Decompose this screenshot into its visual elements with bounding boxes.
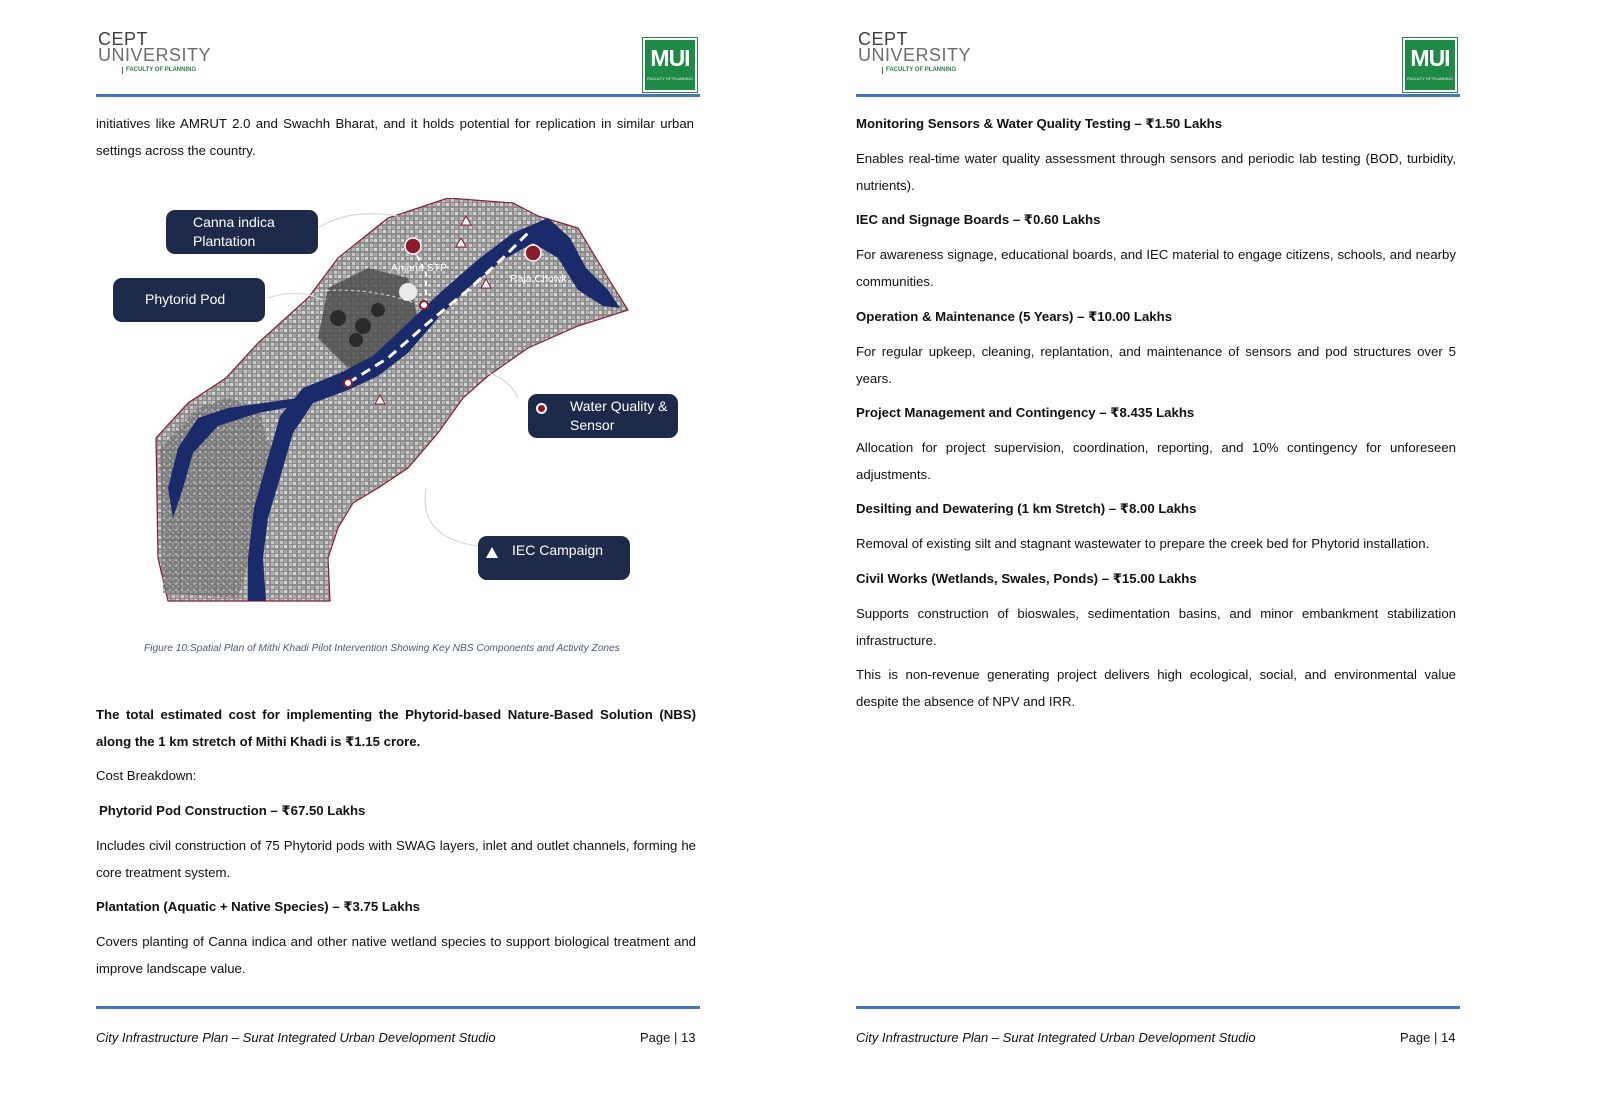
logo-cept-line1: CEPT <box>858 29 909 49</box>
callout-canna-indica <box>166 210 318 254</box>
footer-page-number: Page | 13 <box>640 1030 696 1045</box>
cost-breakdown-label: Cost Breakdown: <box>96 768 197 783</box>
item-phytorid-desc: Includes civil construction of 75 Phytorid pods with SWAG layers, inlet and outlet channels, forming he core treatment system. <box>96 838 696 880</box>
left-page <box>0 0 760 1119</box>
sensor-marker-2 <box>344 379 352 387</box>
mui-logo <box>1403 38 1457 92</box>
total-cost-paragraph: The total estimated cost for implementing the Phytorid-based Nature-Based Solution (NBS) along the 1 km stretch of Mithi Khadi is ₹1.15 crore. <box>96 707 696 749</box>
logo-mui-subtext: FACULTY OF PLANNING <box>1407 76 1453 81</box>
logo-mui-text: MUI <box>1410 45 1450 71</box>
logo-mui-subtext: FACULTY OF PLANNING <box>647 76 693 81</box>
logo-cept-line2: UNIVERSITY <box>98 45 212 65</box>
item-civil-desc: Supports construction of bioswales, sedimentation basins, and minor embankment stabilization infrastructure. <box>856 606 1456 648</box>
sensor-legend-icon <box>536 403 547 414</box>
callout-phytorid-pod <box>113 278 265 322</box>
item-om-title: Operation & Maintenance (5 Years) – ₹10.00 Lakhs <box>856 309 1173 324</box>
sensor-marker-1 <box>420 301 428 309</box>
item-desilting-desc: Removal of existing silt and stagnant wastewater to prepare the creek bed for Phytorid installation. <box>856 536 1430 551</box>
item-om-desc: For regular upkeep, cleaning, replantation, and maintenance of sensors and pod structures over 5 years. <box>856 344 1456 386</box>
item-sensors-title: Monitoring Sensors & Water Quality Testing – ₹1.50 Lakhs <box>856 116 1223 131</box>
cept-university-logo <box>98 30 211 74</box>
footer-page-number: Page | 14 <box>1400 1030 1456 1045</box>
callout-canna-label: Canna indica Plantation <box>193 214 275 249</box>
item-iec-title: IEC and Signage Boards – ₹0.60 Lakhs <box>856 212 1101 227</box>
footer-rule <box>856 1006 1460 1009</box>
header-rule <box>856 94 1460 97</box>
callout-iec-label: IEC Campaign <box>512 542 604 558</box>
callout-water-quality <box>528 394 678 438</box>
intro-paragraph: initiatives like AMRUT 2.0 and Swachh Bharat, and it holds potential for replication in similar urban settings across the country. <box>96 116 694 158</box>
callout-phytorid-label: Phytorid Pod <box>145 291 226 307</box>
logo-cept-line3: FACULTY OF PLANNING <box>882 67 971 74</box>
logo-cept-line3: FACULTY OF PLANNING <box>122 67 211 74</box>
raja-chowk-label: Raja Chowk <box>510 273 567 285</box>
iec-legend-icon <box>486 547 498 558</box>
item-desilting-title: Desilting and Dewatering (1 km Stretch) – ₹8.00 Lakhs <box>856 501 1197 516</box>
logo-mui-text: MUI <box>650 45 690 71</box>
footer-title: City Infrastructure Plan – Surat Integrated Urban Development Studio <box>856 1030 1256 1045</box>
footer-rule <box>96 1006 700 1009</box>
cept-university-logo <box>858 30 971 74</box>
item-sensors-desc: Enables real-time water quality assessment through sensors and periodic lab testing (BOD, turbidity, nutrients). <box>856 151 1456 193</box>
logo-cept-line2: UNIVERSITY <box>858 45 972 65</box>
footer-title: City Infrastructure Plan – Surat Integrated Urban Development Studio <box>96 1030 496 1045</box>
callout-water-label: Water Quality & Sensor <box>570 398 668 433</box>
logo-cept-line1: CEPT <box>98 29 149 49</box>
item-civil-title: Civil Works (Wetlands, Swales, Ponds) – ₹15.00 Lakhs <box>856 571 1197 586</box>
item-plantation-desc: Covers planting of Canna indica and other native wetland species to support biological treatment and improve landscape value. <box>96 934 696 976</box>
item-phytorid-title: Phytorid Pod Construction – ₹67.50 Lakhs <box>99 803 366 818</box>
item-iec-desc: For awareness signage, educational boards, and IEC material to engage citizens, schools, and nearby communities. <box>856 247 1456 289</box>
closing-paragraph: This is non-revenue generating project delivers high ecological, social, and environmental value despite the absence of NPV and IRR. <box>856 667 1456 709</box>
item-plantation-title: Plantation (Aquatic + Native Species) – ₹3.75 Lakhs <box>96 899 420 914</box>
anjana-stp-label: Anjana STP <box>391 262 448 274</box>
spatial-plan-map <box>108 198 688 614</box>
figure-caption: Figure 10:Spatial Plan of Mithi Khadi Pilot Intervention Showing Key NBS Components and Activity Zones <box>144 643 620 654</box>
mui-logo <box>643 38 697 92</box>
right-page <box>760 0 1600 1119</box>
stp-marker <box>405 238 421 254</box>
item-pm-desc: Allocation for project supervision, coordination, reporting, and 10% contingency for unforeseen adjustments. <box>856 440 1456 482</box>
header-rule <box>96 94 700 97</box>
item-pm-title: Project Management and Contingency – ₹8.435 Lakhs <box>856 405 1195 420</box>
raja-chowk-marker <box>525 245 541 261</box>
callout-iec-campaign <box>478 536 630 580</box>
